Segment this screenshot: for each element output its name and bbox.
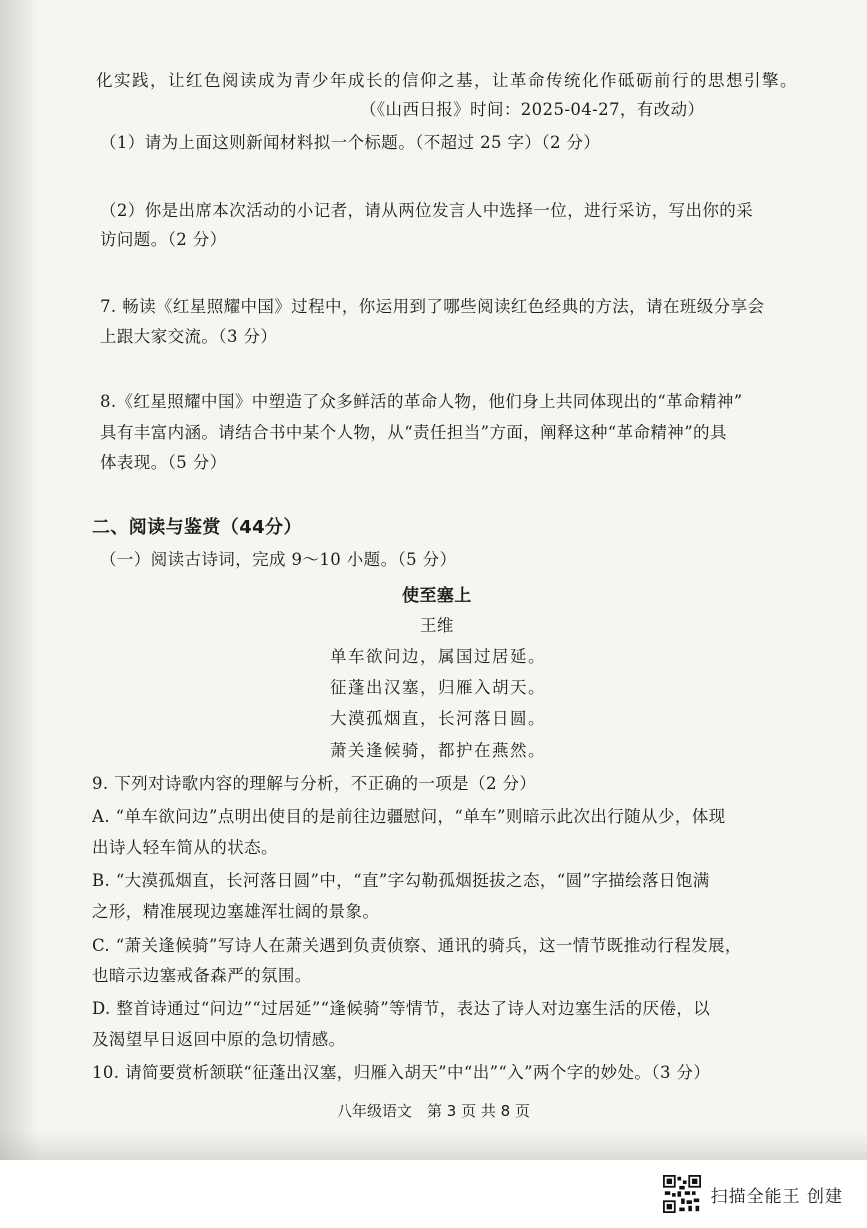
question-10: 10. 请简要赏析颔联“征蓬出汉塞，归雁入胡天”中“出”“入”两个字的妙处。（3 分） <box>92 1063 711 1082</box>
poem-line: 大漠孤烟直，长河落日圆。 <box>330 709 546 728</box>
question-6-2: （2）你是出席本次活动的小记者，请从两位发言人中选择一位，进行采访，写出你的采 <box>100 201 754 220</box>
option-c: C. “萧关逢候骑”写诗人在萧关遇到负责侦察、通讯的骑兵，这一情节既推动行程发展， <box>92 936 742 955</box>
question-9: 9. 下列对诗歌内容的理解与分析，不正确的一项是（2 分） <box>92 774 537 793</box>
page-edge-shadow <box>0 0 40 1160</box>
question-8: 8.《红星照耀中国》中塑造了众多鲜活的革命人物，他们身上共同体现出的“革命精神” <box>100 392 743 411</box>
news-text-line: 化实践，让红色阅读成为青少年成长的信仰之基，让革命传统化作砥砺前行的思想引擎。 <box>96 71 798 90</box>
page-bottom-shadow <box>0 1130 867 1160</box>
question-8-cont-2: 体表现。（5 分） <box>100 453 227 472</box>
scanner-watermark <box>663 1172 843 1216</box>
poem-line: 单车欲问边，属国过居延。 <box>330 647 546 666</box>
news-source: （《山西日报》时间：2025-04-27，有改动） <box>360 100 705 119</box>
question-6-1: （1）请为上面这则新闻材料拟一个标题。（不超过 25 字）（2 分） <box>100 133 601 152</box>
poem-line: 萧关逢候骑，都护在燕然。 <box>330 741 546 760</box>
option-b: B. “大漠孤烟直，长河落日圆”中，“直”字勾勒孤烟挺拔之态，“圆”字描绘落日饱满 <box>92 871 710 890</box>
option-c-cont: 也暗示边塞戒备森严的氛围。 <box>92 966 312 985</box>
option-b-cont: 之形，精准展现边塞雄浑壮阔的景象。 <box>92 902 380 921</box>
option-d: D. 整首诗通过“问边”“过居延”“逢候骑”等情节，表达了诗人对边塞生活的厌倦，以 <box>92 999 711 1018</box>
option-a: A. “单车欲问边”点明出使目的是前往边疆慰问，“单车”则暗示此次出行随从少，体现 <box>92 807 726 826</box>
question-8-cont: 具有丰富内涵。请结合书中某个人物，从“责任担当”方面，阐释这种“革命精神”的具 <box>100 423 727 442</box>
question-7-cont: 上跟大家交流。（3 分） <box>100 327 278 346</box>
poem-author: 王维 <box>420 616 454 635</box>
poem-line: 征蓬出汉塞，归雁入胡天。 <box>330 678 546 697</box>
question-6-2-cont: 访问题。（2 分） <box>100 230 227 249</box>
question-7: 7. 畅读《红星照耀中国》过程中，你运用到了哪些阅读红色经典的方法，请在班级分享会 <box>100 297 765 316</box>
page-footer: 八年级语文 第 3 页 共 8 页 <box>337 1102 530 1120</box>
qr-code-icon <box>663 1175 701 1213</box>
poem-title: 使至塞上 <box>402 586 472 606</box>
option-a-cont: 出诗人轻车简从的状态。 <box>92 838 278 857</box>
subsection-heading: （一）阅读古诗词，完成 9～10 小题。（5 分） <box>100 550 457 569</box>
section-heading: 二、阅读与鉴赏（44分） <box>92 517 302 538</box>
watermark-text: 扫描全能王 创建 <box>710 1186 843 1207</box>
option-d-cont: 及渴望早日返回中原的急切情感。 <box>92 1030 346 1049</box>
